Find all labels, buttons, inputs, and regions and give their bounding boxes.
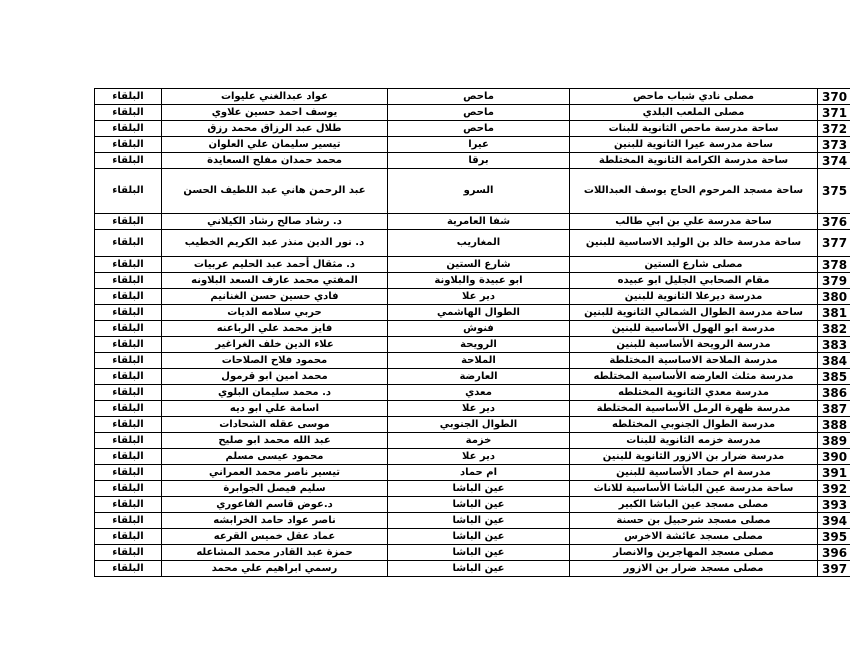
person-cell: د. محمد سليمان البلوي — [162, 385, 388, 401]
area-cell: الطوال الهاشمي — [388, 305, 570, 321]
number-cell: 378 — [818, 257, 850, 273]
region-cell: البلقاء — [95, 481, 162, 497]
table-row — [95, 305, 850, 321]
table-row — [95, 465, 850, 481]
region-cell: البلقاء — [95, 385, 162, 401]
area-cell: عين الباشا — [388, 481, 570, 497]
table-row — [95, 529, 850, 545]
person-cell: محمد امين ابو قرمول — [162, 369, 388, 385]
table-body — [95, 89, 850, 577]
person-cell: محمود فلاح الصلاحات — [162, 353, 388, 369]
place-cell: مصلى مسجد شرحبيل بن حسنة — [570, 513, 818, 529]
place-cell: مدرسة مثلث العارضه الأساسية المختلطه — [570, 369, 818, 385]
area-cell: معدي — [388, 385, 570, 401]
place-cell: مدرسة ظهرة الرمل الأساسية المختلطة — [570, 401, 818, 417]
document-page — [94, 88, 848, 577]
table-row — [95, 513, 850, 529]
area-cell: دير علا — [388, 449, 570, 465]
table-row — [95, 353, 850, 369]
area-cell: عيرا — [388, 137, 570, 153]
area-cell: فنوش — [388, 321, 570, 337]
region-cell: البلقاء — [95, 513, 162, 529]
table-row — [95, 497, 850, 513]
place-cell: ساحة مدرسة عين الباشا الأساسية للاناث — [570, 481, 818, 497]
region-cell: البلقاء — [95, 497, 162, 513]
table-row — [95, 105, 850, 121]
area-cell: ماحص — [388, 89, 570, 105]
table-row — [95, 337, 850, 353]
person-cell: فايز محمد علي الرباعنه — [162, 321, 388, 337]
person-cell: يوسف احمد حسين علاوي — [162, 105, 388, 121]
area-cell: العارضة — [388, 369, 570, 385]
number-cell: 381 — [818, 305, 850, 321]
table-row — [95, 401, 850, 417]
place-cell: مدرسة ام حماد الأساسية للبنين — [570, 465, 818, 481]
area-cell: شفا العامرية — [388, 214, 570, 230]
area-cell: السرو — [388, 169, 570, 214]
number-cell: 396 — [818, 545, 850, 561]
area-cell: عين الباشا — [388, 561, 570, 577]
area-cell: ام حماد — [388, 465, 570, 481]
region-cell: البلقاء — [95, 121, 162, 137]
place-cell: مدرسة الملاحة الاساسية المختلطة — [570, 353, 818, 369]
number-cell: 397 — [818, 561, 850, 577]
place-cell: مدرسة الرويحة الأساسية للبنين — [570, 337, 818, 353]
prayer-locations-table — [94, 88, 850, 577]
region-cell: البلقاء — [95, 89, 162, 105]
person-cell: عواد عبدالغني عليوات — [162, 89, 388, 105]
person-cell: عبد الله محمد ابو صليح — [162, 433, 388, 449]
region-cell: البلقاء — [95, 417, 162, 433]
region-cell: البلقاء — [95, 273, 162, 289]
area-cell: عين الباشا — [388, 529, 570, 545]
person-cell: تيسير ناصر محمد العمراني — [162, 465, 388, 481]
person-cell: د. مثقال أحمد عبد الحليم عربيات — [162, 257, 388, 273]
number-cell: 388 — [818, 417, 850, 433]
person-cell: حمزة عبد القادر محمد المشاعله — [162, 545, 388, 561]
region-cell: البلقاء — [95, 449, 162, 465]
region-cell: البلقاء — [95, 153, 162, 169]
place-cell: مدرسة ديرعلا الثانوية للبنين — [570, 289, 818, 305]
table-row — [95, 214, 850, 230]
region-cell: البلقاء — [95, 337, 162, 353]
region-cell: البلقاء — [95, 257, 162, 273]
place-cell: ساحة مدرسة الطوال الشمالي الثانوية للبنين — [570, 305, 818, 321]
region-cell: البلقاء — [95, 465, 162, 481]
table-row — [95, 153, 850, 169]
area-cell: دير علا — [388, 289, 570, 305]
number-cell: 379 — [818, 273, 850, 289]
table-row — [95, 449, 850, 465]
region-cell: البلقاء — [95, 137, 162, 153]
region-cell: البلقاء — [95, 169, 162, 214]
number-cell: 382 — [818, 321, 850, 337]
area-cell: عين الباشا — [388, 497, 570, 513]
table-row — [95, 321, 850, 337]
table-row — [95, 481, 850, 497]
area-cell: الملاحة — [388, 353, 570, 369]
area-cell: المغاريب — [388, 230, 570, 257]
person-cell: موسى عقله الشحادات — [162, 417, 388, 433]
person-cell: تيسير سليمان علي العلوان — [162, 137, 388, 153]
area-cell: دير علا — [388, 401, 570, 417]
number-cell: 387 — [818, 401, 850, 417]
place-cell: مصلى مسجد المهاجرين والانصار — [570, 545, 818, 561]
number-cell: 392 — [818, 481, 850, 497]
person-cell: المفتي محمد عارف السعد البلاونه — [162, 273, 388, 289]
place-cell: ساحة مسجد المرحوم الحاج يوسف العبداللات — [570, 169, 818, 214]
person-cell: طلال عبد الرزاق محمد رزق — [162, 121, 388, 137]
area-cell: ابو عبيدة والبلاونة — [388, 273, 570, 289]
area-cell: شارع الستين — [388, 257, 570, 273]
region-cell: البلقاء — [95, 353, 162, 369]
place-cell: مصلى شارع الستين — [570, 257, 818, 273]
person-cell: فادي حسين حسن الغنانيم — [162, 289, 388, 305]
person-cell: علاء الدين خلف الغراغير — [162, 337, 388, 353]
table-row — [95, 417, 850, 433]
number-cell: 377 — [818, 230, 850, 257]
number-cell: 384 — [818, 353, 850, 369]
number-cell: 395 — [818, 529, 850, 545]
region-cell: البلقاء — [95, 529, 162, 545]
place-cell: مصلى مسجد ضرار بن الازور — [570, 561, 818, 577]
place-cell: مدرسة ضرار بن الازور الثانوية للبنين — [570, 449, 818, 465]
region-cell: البلقاء — [95, 561, 162, 577]
place-cell: مدرسة معدي الثانوية المختلطه — [570, 385, 818, 401]
area-cell: الرويحة — [388, 337, 570, 353]
number-cell: 380 — [818, 289, 850, 305]
region-cell: البلقاء — [95, 433, 162, 449]
number-cell: 390 — [818, 449, 850, 465]
number-cell: 383 — [818, 337, 850, 353]
region-cell: البلقاء — [95, 289, 162, 305]
table-row — [95, 169, 850, 214]
person-cell: اسامة علي ابو ديه — [162, 401, 388, 417]
person-cell: حربي سلامه الديات — [162, 305, 388, 321]
person-cell: عبد الرحمن هاني عبد اللطيف الحسن — [162, 169, 388, 214]
person-cell: سليم فيصل الجوابرة — [162, 481, 388, 497]
table-row — [95, 230, 850, 257]
number-cell: 385 — [818, 369, 850, 385]
person-cell: د.عوض قاسم الفاعوري — [162, 497, 388, 513]
place-cell: ساحة مدرسة خالد بن الوليد الاساسية للبنين — [570, 230, 818, 257]
person-cell: محمد حمدان مفلح السعايدة — [162, 153, 388, 169]
place-cell: مصلى مسجد عائشة الاخرس — [570, 529, 818, 545]
area-cell: عين الباشا — [388, 545, 570, 561]
person-cell: د. رشاد صالح رشاد الكيلاني — [162, 214, 388, 230]
region-cell: البلقاء — [95, 369, 162, 385]
person-cell: د. نور الدين منذر عبد الكريم الخطيب — [162, 230, 388, 257]
person-cell: ناصر عواد حامد الخرابشه — [162, 513, 388, 529]
place-cell: مقام الصحابي الجليل ابو عبيده — [570, 273, 818, 289]
table-row — [95, 273, 850, 289]
place-cell: مصلى مسجد عين الباشا الكبير — [570, 497, 818, 513]
person-cell: محمود عيسى مسلم — [162, 449, 388, 465]
table-row — [95, 369, 850, 385]
person-cell: رسمي ابراهيم علي محمد — [162, 561, 388, 577]
number-cell: 375 — [818, 169, 850, 214]
place-cell: ساحة مدرسة ماحص الثانوية للبنات — [570, 121, 818, 137]
table-row — [95, 561, 850, 577]
region-cell: البلقاء — [95, 214, 162, 230]
place-cell: ساحة مدرسة الكرامة الثانوية المختلطة — [570, 153, 818, 169]
region-cell: البلقاء — [95, 401, 162, 417]
region-cell: البلقاء — [95, 105, 162, 121]
area-cell: خزمة — [388, 433, 570, 449]
number-cell: 376 — [818, 214, 850, 230]
place-cell: مصلى الملعب البلدي — [570, 105, 818, 121]
number-cell: 372 — [818, 121, 850, 137]
place-cell: مدرسة الطوال الجنوبي المختلطه — [570, 417, 818, 433]
table-row — [95, 89, 850, 105]
area-cell: برقا — [388, 153, 570, 169]
table-row — [95, 257, 850, 273]
table-row — [95, 289, 850, 305]
table-row — [95, 433, 850, 449]
area-cell: الطوال الجنوبي — [388, 417, 570, 433]
area-cell: عين الباشا — [388, 513, 570, 529]
number-cell: 371 — [818, 105, 850, 121]
place-cell: مدرسة ابو الهول الأساسية للبنين — [570, 321, 818, 337]
table-row — [95, 137, 850, 153]
place-cell: ساحة مدرسة عيرا الثانوية للبنين — [570, 137, 818, 153]
place-cell: مدرسة خزمه الثانوية للبنات — [570, 433, 818, 449]
number-cell: 370 — [818, 89, 850, 105]
person-cell: عماد عقل خميس القرعه — [162, 529, 388, 545]
area-cell: ماحص — [388, 105, 570, 121]
number-cell: 373 — [818, 137, 850, 153]
area-cell: ماحص — [388, 121, 570, 137]
number-cell: 374 — [818, 153, 850, 169]
number-cell: 391 — [818, 465, 850, 481]
place-cell: مصلى نادي شباب ماحص — [570, 89, 818, 105]
table-row — [95, 121, 850, 137]
table-row — [95, 385, 850, 401]
number-cell: 389 — [818, 433, 850, 449]
region-cell: البلقاء — [95, 230, 162, 257]
number-cell: 386 — [818, 385, 850, 401]
region-cell: البلقاء — [95, 545, 162, 561]
number-cell: 393 — [818, 497, 850, 513]
place-cell: ساحة مدرسة علي بن ابي طالب — [570, 214, 818, 230]
number-cell: 394 — [818, 513, 850, 529]
table-row — [95, 545, 850, 561]
region-cell: البلقاء — [95, 321, 162, 337]
region-cell: البلقاء — [95, 305, 162, 321]
